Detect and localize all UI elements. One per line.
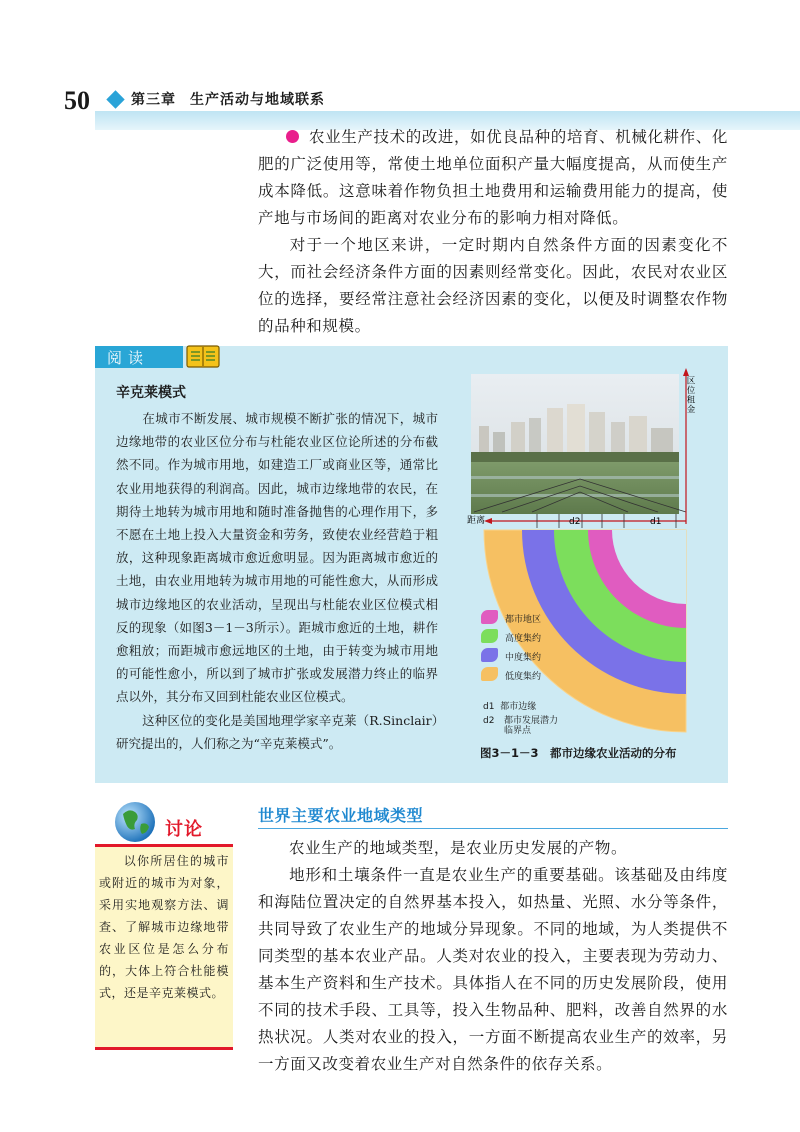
reading-text [116,407,438,755]
y-axis-label: 区位租金 [685,376,695,414]
rent-line [474,479,686,512]
d1-label: d1 [650,517,662,527]
chapter-title: 生产活动与地域联系 [190,92,325,108]
paragraph-technology: 农业生产技术的改进，如优良品种的培育、机械化耕作、化肥的广泛使用等，常使土地单位面积产量大幅度提高，从而使生产成本降低。这意味着作物负担土地费用和运输费用能力的提高，使产地与市场间的距离对农业分布的影响力相对降低。 [258,128,728,227]
section-paragraph: 地形和土壤条件一直是农业生产的重要基础。该基础及由纬度和海陆位置决定的自然界基本投入，如热量、光照、水分等条件，共同导致了农业生产的地域分异现象。不同的地域，为人类提供不同类型的基本农业产品。人类对农业的投入，主要表现为劳动力、基本生产资料和生产技术。具体指人在不同的历史发展阶段，使用不同的技术手段、工具等，投入生物品种、肥料，改善自然界的水热状况。人类对农业的投入，一方面不断提高农业生产的效率，另一方面又改变着农业生产对自然条件的依存关系。 [258,866,728,1073]
section-rule [258,828,728,829]
legend-swatch-low [481,667,498,681]
reading-paragraph: 在城市不断发展、城市规模不断扩张的情况下，城市边缘地带的农业区位分布与杜能农业区位论所述的分布截然不同。作为城市用地，如建造工厂或商业区等，通常比农业用地获得的利润高。因此，城市边缘地带的农民，在期待土地转为城市用地和随时准备抛售的心理作用下，多不愿在土地上投入大量资金和劳务，致使农业经营趋于粗放，这种现象距离城市愈近愈明显。因为距离城市愈近的土地，由农业用地转为城市用地的可能性愈大，从而形成城市边缘地区的农业活动，呈现出与杜能农业区位模式相反的现象（如图3－1－3所示）。距城市愈近的土地，耕作愈粗放；而距城市愈远地区的土地，由于转变为城市用地的可能性愈小，所以到了城市扩张或发展潜力终止的临界点以外，其分布又回到杜能农业区位模式。 [116,411,438,705]
legend-item: 都市地区 [481,610,601,624]
rent-line [502,486,658,512]
legend-item: 低度集约 [481,667,601,681]
reading-paragraph: 这种区位的变化是美国地理学家辛克莱（R.Sinclair）研究提出的，人们称之为“辛克莱模式”。 [116,712,438,751]
chapter-label: 第三章 [131,92,176,108]
section-body [258,835,728,1078]
section-paragraph: 农业生产的地域类型，是农业历史发展的产物。 [289,839,628,857]
running-header [131,89,325,109]
reading-tab: 阅读 [95,346,183,368]
legend-item: 中度集约 [481,648,601,662]
figure-caption: 图3－1－3 都市边缘农业活动的分布 [480,746,677,760]
discussion-title: 讨论 [165,819,203,840]
section-title: 世界主要农业地域类型 [258,806,424,825]
legend-item: 高度集约 [481,629,601,643]
rent-line [532,492,628,512]
discussion-text: 以你所居住的城市或附近的城市为对象，采用实地观察方法、调查、了解城市边缘地带农业区位是怎么分布的，大体上符合杜能模式，还是辛克莱模式。 [99,854,229,1000]
paragraph-socioeconomic: 对于一个地区来讲，一定时期内自然条件方面的因素变化不大，而社会经济条件方面的因素则经常变化。因此，农民对农业区位的选择，要经常注意社会经济因素的变化，以便及时调整农作物的品种和规模。 [258,236,728,335]
header-diamond-icon [106,90,124,108]
legend-swatch-high [481,629,498,643]
bullet-dot-icon [286,130,299,143]
page-number: 50 [64,86,90,115]
x-axis-label: 距离 [467,516,486,526]
legend-swatch-medium [481,648,498,662]
legend-note-d2: d2 都市发展潜力临界点 [483,716,559,736]
legend-swatch-urban [481,610,498,624]
legend-note-d1: d1 都市边缘 [483,702,537,712]
book-icon [186,344,220,369]
globe-icon [113,800,157,844]
d2-label: d2 [569,517,581,527]
reading-title: 辛克莱模式 [116,385,186,401]
